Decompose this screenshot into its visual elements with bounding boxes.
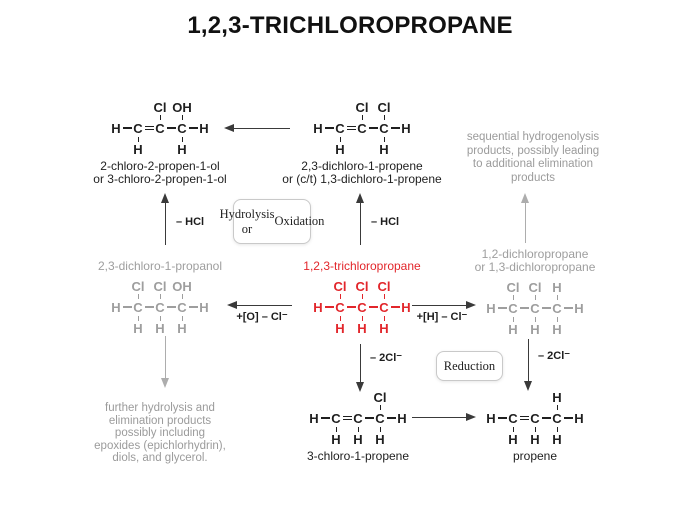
- arrow-bottom-right-head: [466, 413, 476, 421]
- arrow-up-center-head: [356, 193, 364, 203]
- arrow-down-center-head: [356, 382, 364, 392]
- arrow-top-left-head: [224, 124, 234, 132]
- box-reduction: Reduction: [436, 351, 503, 381]
- arrow-gray-down-head: [161, 378, 169, 388]
- arrow-gray-up-line: [525, 201, 526, 243]
- label-plus-o-minus-cl: +[O] – Cl⁻: [236, 311, 288, 323]
- arrow-down-right-head: [524, 381, 532, 391]
- arrow-gray-down-line: [165, 336, 166, 380]
- arrow-down-right-line: [528, 339, 529, 383]
- structure-chloropropenol: Cl OH H C C C H H H 2-chloro-2-propen-1-ol or 3-chloro-2-propen-1-ol: [93, 99, 227, 186]
- note-hydrogenolysis: sequential hydrogenolysis products, possibly leading to additional elimination products: [466, 131, 600, 184]
- page-title: 1,2,3-TRICHLOROPROPANE: [187, 12, 513, 39]
- arrow-oxidation-head: [227, 301, 237, 309]
- arrow-gray-up-head: [521, 193, 529, 203]
- note-hydrolysis-products: further hydrolysis and elimination products possibly including epoxides (epichlorhydrin), diols, and glycerol.: [94, 402, 226, 464]
- box-hydrolysis-or-oxidation: Hydrolysis or Oxidation: [233, 199, 311, 244]
- arrow-down-center-line: [360, 344, 361, 384]
- arrow-oxidation-line: [236, 305, 292, 306]
- arrow-up-left-line: [165, 201, 166, 245]
- label-minus-2cl-right: – 2Cl⁻: [538, 350, 571, 362]
- label-plus-h-minus-cl: +[H] – Cl⁻: [416, 311, 468, 323]
- arrow-top-left-line: [234, 128, 290, 129]
- label-minus-hcl-left: – HCl: [176, 216, 205, 228]
- structure-dichloropropanol: 2,3-dichloro-1-propanol Cl Cl OH H C C C H H H H: [97, 259, 223, 336]
- arrow-up-center-line: [360, 201, 361, 245]
- label-minus-hcl-center: – HCl: [371, 216, 400, 228]
- arrow-hydrogenolysis-line: [412, 305, 468, 306]
- structure-dichloropropene: Cl Cl H C C C H H H 2,3-dichloro-1-propene or (c/t) 1,3-dichloro-1-propene: [282, 99, 442, 186]
- structure-dichloropropane: 1,2-dichloropropane or 1,3-dichloropropane Cl Cl H H C C C H H H H: [474, 247, 596, 337]
- structure-chloropropene: Cl H C C C H H H H 3-chloro-1-propene: [306, 389, 410, 463]
- arrow-up-left-head: [161, 193, 169, 203]
- structure-trichloropropane: 1,2,3-trichloropropane Cl Cl Cl H C C C H H H H: [303, 259, 421, 336]
- arrow-hydrogenolysis-head: [466, 301, 476, 309]
- label-minus-2cl-center: – 2Cl⁻: [370, 352, 403, 364]
- arrow-bottom-right-line: [412, 417, 468, 418]
- structure-propene: H H C C C H H H H propene: [486, 389, 584, 463]
